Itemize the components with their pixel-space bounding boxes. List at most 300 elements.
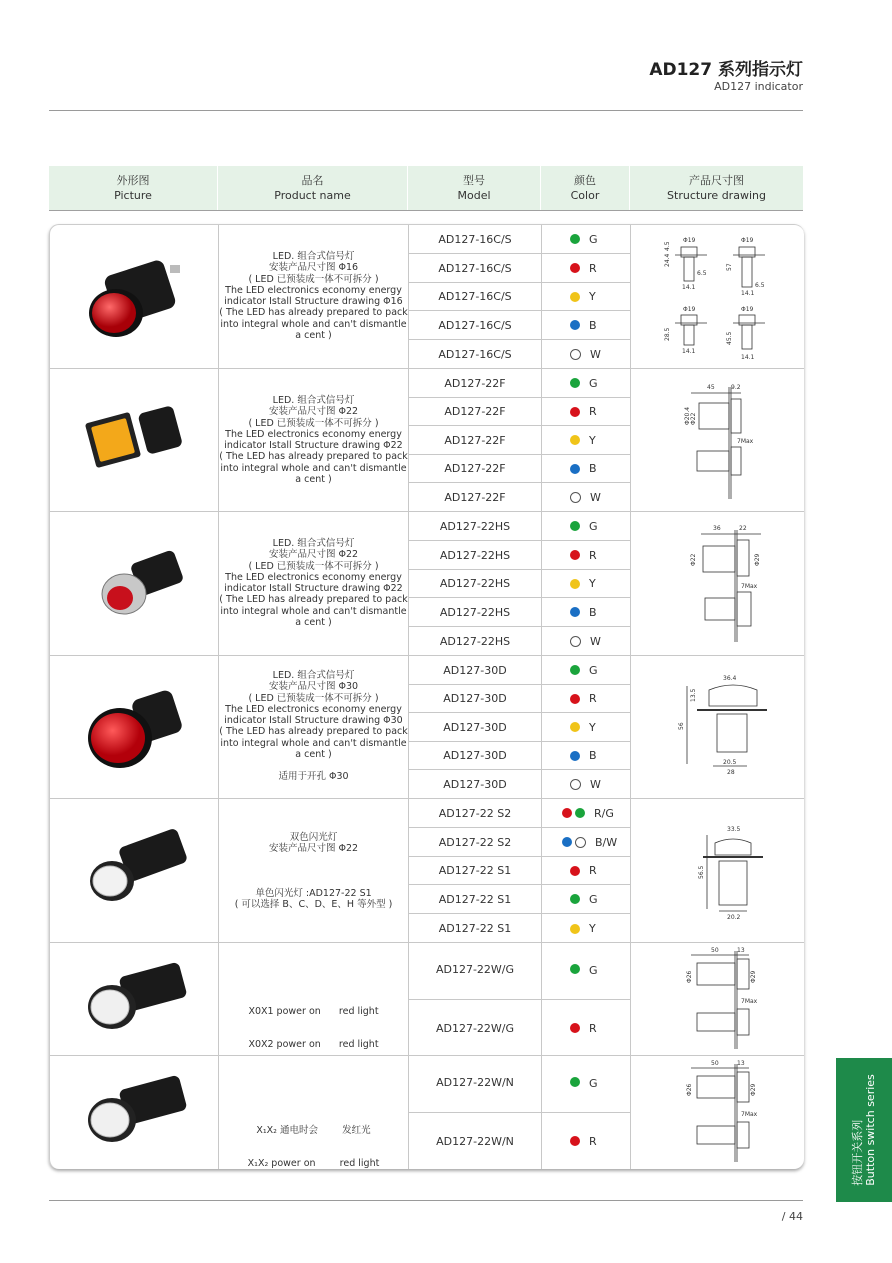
color-dot-icon	[570, 751, 580, 761]
column-header-en: Product name	[274, 189, 351, 202]
product-name-text	[219, 395, 408, 485]
color-code: G	[589, 519, 598, 533]
color-code: R	[589, 1021, 597, 1035]
dimension-label: 14.1	[682, 284, 696, 291]
dimension-label: 13	[737, 1060, 745, 1067]
column-header-en: Model	[457, 189, 491, 202]
color-dot-icon	[570, 579, 580, 589]
product-name-text	[219, 538, 408, 628]
table-row	[409, 311, 631, 340]
color-code: Y	[589, 290, 596, 303]
structure-drawing-22wn	[631, 1056, 804, 1169]
product-name-text	[219, 251, 408, 341]
dimension-label: Φ22	[690, 412, 697, 425]
column-header-en: Structure drawing	[667, 189, 766, 202]
structure-drawing-30d	[631, 656, 804, 799]
table-row	[409, 225, 631, 254]
color-dot-icon	[570, 234, 580, 244]
color-code: G	[589, 892, 598, 906]
model-code: AD127-22HS	[409, 627, 542, 656]
dimension-label: Φ19	[683, 306, 696, 313]
model-code: AD127-22W/N	[409, 1056, 542, 1112]
model-code: AD127-16C/S	[409, 311, 542, 339]
dimension-label: Φ29	[750, 970, 757, 983]
color-dot-icon	[570, 320, 580, 330]
color-cell	[542, 1056, 631, 1112]
product-picture	[50, 1056, 219, 1169]
color-code: Y	[589, 433, 596, 447]
model-rows	[409, 799, 631, 942]
dimension-label: 6.5	[755, 282, 765, 289]
table-row	[409, 914, 631, 943]
color-dot-icon	[570, 894, 580, 904]
name-line: a cent )	[295, 749, 332, 761]
color-cell	[542, 857, 631, 884]
dimension-label: 6.5	[697, 270, 707, 277]
color-cell	[542, 742, 631, 769]
column-header-cn: 品名	[301, 174, 324, 187]
product-name-cell	[219, 1056, 409, 1169]
dimension-label: 45	[707, 384, 715, 391]
color-dot-icon	[570, 292, 580, 302]
name-line: into integral whole and can't dismantle	[220, 737, 407, 749]
color-code: Y	[589, 720, 596, 734]
color-dot-icon	[575, 837, 586, 848]
color-dot-icon	[570, 492, 581, 503]
model-code: AD127-22 S2	[409, 799, 542, 827]
color-cell	[542, 426, 631, 454]
color-code: W	[590, 778, 601, 791]
color-cell	[542, 799, 631, 827]
color-dot-icon	[570, 607, 580, 617]
color-dot-icon	[570, 964, 580, 974]
name-line: into integral whole and can't dismantle	[220, 318, 407, 330]
color-dot-icon	[570, 349, 581, 360]
dimension-label: Φ26	[686, 970, 693, 983]
table-row	[409, 1056, 631, 1113]
side-tab-line-cn: 按钮开关系列	[851, 1119, 864, 1186]
dimension-label: 56	[678, 722, 685, 730]
dimension-label: 7Max	[741, 583, 758, 590]
product-picture	[50, 225, 219, 368]
column-header-en: Picture	[114, 189, 152, 202]
table-row	[409, 340, 631, 369]
table-header	[49, 166, 803, 211]
structure-drawing	[631, 1056, 804, 1169]
color-dot-icon	[570, 464, 580, 474]
column-header-cn: 颜色	[574, 174, 596, 187]
column-header-en: Color	[570, 189, 600, 202]
table-row	[409, 742, 631, 770]
page-header	[649, 60, 803, 94]
table-row	[409, 1000, 631, 1056]
name-line: 安装产品尺寸图 Φ22	[268, 406, 359, 418]
product-group-22hs	[50, 512, 804, 656]
structure-drawing-16cs	[631, 225, 804, 369]
dimension-label: 13	[737, 947, 745, 954]
model-code: AD127-22F	[409, 369, 542, 397]
page-title: AD127 系列指示灯	[649, 60, 803, 80]
color-code: G	[589, 376, 598, 390]
dimension-label: 20.5	[723, 759, 737, 766]
table-row	[409, 398, 631, 426]
dimension-label: 56.5	[698, 865, 705, 879]
color-cell	[542, 483, 631, 512]
color-code: R	[589, 261, 597, 275]
color-dot-icon	[570, 407, 580, 417]
side-tab-line-en: Button switch series	[864, 1074, 877, 1186]
color-dot-icon	[570, 636, 581, 647]
color-code: G	[589, 663, 598, 677]
color-code: B/W	[595, 835, 618, 849]
color-cell	[542, 685, 631, 712]
table-row	[409, 426, 631, 455]
structure-drawing-22s	[631, 799, 804, 943]
product-name-cell	[219, 943, 409, 1055]
page-number: / 44	[781, 1210, 803, 1223]
single-color-note	[219, 888, 408, 911]
color-code: G	[589, 1077, 598, 1090]
model-code: AD127-22 S2	[409, 828, 542, 856]
dimension-label: 28	[727, 769, 735, 776]
dimension-label: Φ19	[683, 237, 696, 244]
name-line: indicator Istall Structure drawing Φ22	[224, 440, 403, 452]
table-row	[409, 283, 631, 311]
dimension-label: Φ20.4	[684, 406, 691, 425]
dimension-label: 33.5	[727, 826, 741, 833]
section-side-tab	[836, 1058, 892, 1202]
product-name-text	[219, 670, 408, 760]
color-code: B	[589, 605, 597, 619]
model-code: AD127-16C/S	[409, 340, 542, 369]
color-cell	[542, 570, 631, 597]
model-code: AD127-22HS	[409, 512, 542, 540]
structure-drawing	[631, 656, 804, 798]
model-code: AD127-22F	[409, 483, 542, 512]
model-code: AD127-22W/G	[409, 1000, 542, 1056]
color-cell	[542, 1000, 631, 1056]
column-header-picture	[49, 166, 218, 210]
dimension-label: 9.2	[731, 384, 741, 391]
color-code: B	[589, 318, 597, 332]
name-line: The LED electronics economy energy	[225, 428, 402, 440]
table-row	[409, 254, 631, 283]
table-row	[409, 1113, 631, 1169]
color-code: B	[589, 749, 597, 762]
dimension-label: 24.4	[664, 253, 671, 267]
name-line: ( LED 已预装成一体不可拆分 )	[248, 692, 379, 704]
name-line: LED. 组合式信号灯	[272, 251, 355, 262]
structure-drawing	[631, 943, 804, 1055]
color-dot-icon	[570, 924, 580, 934]
dimension-label: Φ29	[754, 553, 761, 566]
name-line: LED. 组合式信号灯	[272, 395, 355, 406]
structure-drawing	[631, 225, 804, 368]
side-tab-text	[851, 1074, 877, 1186]
dimension-label: Φ29	[750, 1083, 757, 1096]
color-dot-icon	[570, 866, 580, 876]
model-code: AD127-16C/S	[409, 283, 542, 310]
color-cell	[542, 455, 631, 482]
name-line: into integral whole and can't dismantle	[220, 605, 407, 617]
name-line: ( The LED has already prepared to pack	[219, 307, 408, 319]
dimension-label: 36.4	[723, 675, 737, 682]
name-line: ( LED 已预装成一体不可拆分 )	[248, 273, 379, 285]
dimension-label: Φ26	[686, 1083, 693, 1096]
model-code: AD127-30D	[409, 713, 542, 741]
color-code: R	[589, 692, 597, 705]
dimension-label: 7Max	[737, 438, 754, 445]
color-code: R	[589, 548, 597, 562]
color-code: R	[589, 405, 597, 418]
dimension-label: 14.1	[741, 290, 755, 297]
product-name-text	[219, 832, 408, 855]
model-code: AD127-16C/S	[409, 225, 542, 253]
column-header-color	[541, 166, 630, 210]
model-code: AD127-22HS	[409, 541, 542, 569]
column-header-product-name	[218, 166, 408, 210]
name-line: 安装产品尺寸图 Φ30	[268, 681, 359, 693]
name-line: 安装产品尺寸图 Φ16	[268, 262, 359, 274]
name-line: The LED electronics economy energy	[225, 571, 402, 583]
model-rows	[409, 225, 631, 368]
color-dot-icon	[570, 550, 580, 560]
model-code: AD127-22 S1	[409, 857, 542, 884]
dimension-label: Φ22	[690, 553, 697, 566]
dimension-label: Φ19	[741, 237, 754, 244]
name-line: The LED electronics economy energy	[225, 284, 402, 296]
color-cell	[542, 369, 631, 397]
footer-divider	[49, 1200, 803, 1201]
dimension-label: 20.2	[727, 914, 741, 921]
product-table	[49, 224, 804, 1169]
table-row	[409, 483, 631, 512]
name-line: X0X2 power on red light	[248, 1039, 379, 1051]
name-line: indicator Istall Structure drawing Φ16	[224, 296, 403, 308]
product-picture	[50, 943, 219, 1055]
color-code: Y	[589, 577, 596, 590]
dimension-label: 28.5	[664, 327, 671, 341]
model-code: AD127-22F	[409, 398, 542, 425]
model-code: AD127-22 S1	[409, 914, 542, 943]
color-dot-icon	[570, 1136, 580, 1146]
product-picture	[50, 656, 219, 798]
structure-drawing-22wg	[631, 943, 804, 1056]
color-cell	[542, 713, 631, 741]
model-rows	[409, 1056, 631, 1169]
table-row	[409, 455, 631, 483]
model-code: AD127-30D	[409, 742, 542, 769]
table-row	[409, 598, 631, 627]
header-divider	[49, 110, 803, 111]
color-cell	[542, 225, 631, 253]
color-code: R	[589, 1134, 597, 1148]
product-name-cell	[219, 225, 409, 368]
column-header-model	[408, 166, 541, 210]
color-cell	[542, 254, 631, 282]
column-header-cn: 产品尺寸图	[689, 174, 744, 187]
name-line: X₁X₂ power on red light	[247, 1158, 380, 1169]
name-line: ( The LED has already prepared to pack	[219, 726, 408, 738]
dimension-label: 7Max	[741, 1111, 758, 1118]
table-row	[409, 857, 631, 885]
name-line: 双色闪光灯	[289, 832, 338, 843]
product-picture	[50, 512, 219, 655]
model-code: AD127-30D	[409, 770, 542, 799]
color-code: R/G	[594, 806, 614, 820]
model-code: AD127-22 S1	[409, 885, 542, 913]
dimension-label: 14.1	[682, 348, 696, 355]
name-line: a cent )	[295, 474, 332, 486]
mounting-hole-note: 适用于开孔 Φ30	[278, 771, 349, 782]
name-line: ( The LED has already prepared to pack	[219, 451, 408, 463]
color-code: R	[589, 864, 597, 877]
dimension-label: 22	[739, 525, 747, 532]
table-row	[409, 770, 631, 799]
table-row	[409, 541, 631, 570]
product-name-cell	[219, 512, 409, 655]
model-rows	[409, 512, 631, 655]
table-row	[409, 369, 631, 398]
model-rows	[409, 369, 631, 511]
name-line: ( LED 已预装成一体不可拆分 )	[248, 417, 379, 429]
dimension-label: 50	[711, 947, 719, 954]
product-name-cell	[219, 656, 409, 798]
color-cell	[542, 770, 631, 799]
model-rows	[409, 943, 631, 1055]
color-cell	[542, 541, 631, 569]
color-cell	[542, 885, 631, 913]
name-line: The LED electronics economy energy	[225, 703, 402, 715]
product-group-22s	[50, 799, 804, 943]
product-group-16cs	[50, 225, 804, 369]
color-dot-icon	[562, 808, 572, 818]
table-row	[409, 656, 631, 685]
color-code: B	[589, 462, 597, 475]
color-code: G	[589, 232, 598, 246]
dimension-label: 13.5	[690, 688, 697, 702]
page-subtitle: AD127 indicator	[714, 80, 803, 93]
model-code: AD127-22HS	[409, 570, 542, 597]
color-cell	[542, 943, 631, 999]
indicator-22wn-photo	[50, 1056, 219, 1169]
model-code: AD127-30D	[409, 656, 542, 684]
color-dot-icon	[570, 665, 580, 675]
indicator-22f-yellow-photo	[50, 369, 219, 512]
name-line: 安装产品尺寸图 Φ22	[268, 549, 359, 561]
name-line: X0X1 power on red light	[248, 1005, 379, 1017]
dimension-label: 36	[713, 525, 721, 532]
name-line: into integral whole and can't dismantle	[220, 462, 407, 474]
model-code: AD127-22F	[409, 455, 542, 482]
column-header-structure-drawing	[630, 166, 803, 210]
model-code: AD127-16C/S	[409, 254, 542, 282]
model-code: AD127-22W/G	[409, 943, 542, 999]
model-code: AD127-22HS	[409, 598, 542, 626]
product-group-30d	[50, 656, 804, 799]
dimension-label: Φ19	[741, 306, 754, 313]
product-picture	[50, 369, 219, 511]
dimension-label: 14.1	[741, 354, 755, 361]
color-dot-icon	[562, 837, 572, 847]
color-cell	[542, 398, 631, 425]
dimension-label: 4.5	[664, 241, 671, 251]
indicator-30d-red-photo	[50, 656, 219, 799]
color-code: Y	[589, 922, 596, 935]
name-line: ( 可以选择 B、C、D、E、H 等外型 )	[234, 899, 393, 911]
product-group-22wg	[50, 943, 804, 1056]
name-line: indicator Istall Structure drawing Φ22	[224, 583, 403, 595]
color-code: W	[590, 348, 601, 361]
model-code: AD127-30D	[409, 685, 542, 712]
color-cell	[542, 656, 631, 684]
structure-drawing	[631, 799, 804, 942]
table-row	[409, 685, 631, 713]
name-line: 单色闪光灯 :AD127-22 S1	[255, 888, 372, 899]
structure-drawing	[631, 512, 804, 655]
color-dot-icon	[570, 378, 580, 388]
structure-drawing-22f	[631, 369, 804, 512]
structure-drawing-22hs	[631, 512, 804, 656]
table-row	[409, 570, 631, 598]
color-cell	[542, 598, 631, 626]
table-row	[409, 943, 631, 1000]
indicator-22hs-red-photo	[50, 512, 219, 656]
table-row	[409, 828, 631, 857]
column-header-cn: 外形图	[116, 174, 150, 187]
color-dot-icon	[570, 694, 580, 704]
color-cell	[542, 512, 631, 540]
color-dot-icon	[570, 1077, 580, 1087]
name-line: LED. 组合式信号灯	[272, 670, 355, 681]
color-cell	[542, 283, 631, 310]
color-dot-icon	[570, 435, 580, 445]
model-rows	[409, 656, 631, 798]
table-row	[409, 627, 631, 656]
table-row	[409, 512, 631, 541]
color-cell	[542, 311, 631, 339]
table-row	[409, 799, 631, 828]
indicator-22s-white-photo	[50, 799, 219, 943]
indicator-22wg-photo	[50, 943, 219, 1056]
name-line: indicator Istall Structure drawing Φ30	[224, 715, 403, 727]
product-name-text	[219, 1102, 408, 1169]
table-row	[409, 713, 631, 742]
color-cell	[542, 914, 631, 943]
column-header-cn: 型号	[463, 174, 485, 187]
model-code: AD127-22F	[409, 426, 542, 454]
color-cell	[542, 828, 631, 856]
dimension-label: 45.5	[726, 331, 733, 345]
indicator-16-red-photo	[50, 225, 219, 369]
name-line: a cent )	[295, 330, 332, 342]
name-line: ( The LED has already prepared to pack	[219, 594, 408, 606]
color-dot-icon	[570, 263, 580, 273]
dimension-label: 7Max	[741, 998, 758, 1005]
product-group-22f	[50, 369, 804, 512]
color-dot-icon	[570, 722, 580, 732]
name-line: X₁X₂ 通电时会 发红光	[256, 1124, 371, 1136]
product-group-22wn	[50, 1056, 804, 1169]
dimension-label: 57	[726, 263, 733, 271]
color-cell	[542, 340, 631, 369]
model-code: AD127-22W/N	[409, 1113, 542, 1169]
color-code: W	[590, 491, 601, 504]
color-cell	[542, 1113, 631, 1169]
color-code: G	[589, 964, 598, 977]
product-name-cell	[219, 369, 409, 511]
color-dot-icon	[570, 1023, 580, 1033]
